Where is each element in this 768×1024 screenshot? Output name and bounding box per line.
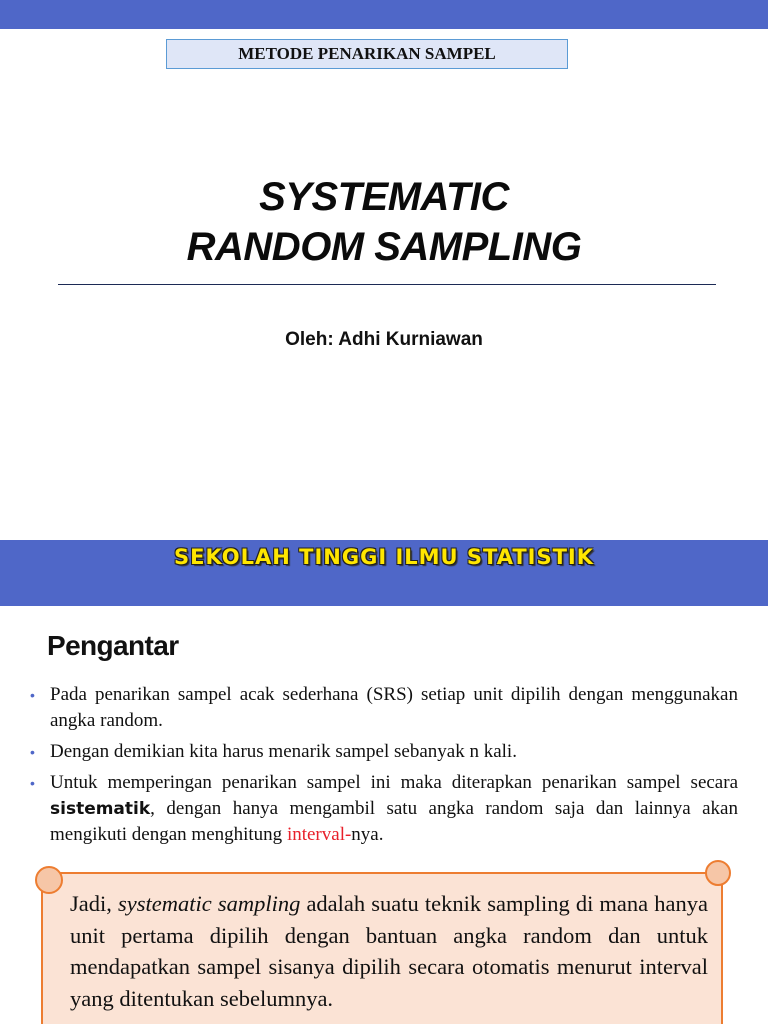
bullet-item xyxy=(30,739,738,765)
bullet-item xyxy=(30,770,738,848)
bullet-item xyxy=(30,682,738,734)
bullet-text-middle: , dengan hanya mengambil satu angka random saja dan lainnya akan mengikuti dengan menghitung xyxy=(50,798,738,845)
bullet-marker: • xyxy=(30,775,35,791)
bullet-text: Pada penarikan sampel acak sederhana (SRS) setiap unit dipilih dengan menggunakan angka random. xyxy=(50,684,738,731)
bullet-list xyxy=(30,682,738,853)
callout-italic-term: systematic sampling xyxy=(117,891,301,916)
bullet-text: Dengan demikian kita harus menarik sampel sebanyak n kali. xyxy=(50,741,517,762)
bullet-marker: • xyxy=(30,744,35,760)
title-line-1: SYSTEMATIC xyxy=(259,175,509,219)
slide-title xyxy=(0,172,768,272)
top-accent-bar xyxy=(0,0,768,29)
scroll-curl-left xyxy=(35,866,63,894)
section-heading: Pengantar xyxy=(47,630,179,661)
callout-text xyxy=(70,888,708,1014)
subject-label-box: METODE PENARIKAN SAMPEL xyxy=(166,39,568,69)
bullet-marker: • xyxy=(30,687,35,703)
intro-slide xyxy=(0,540,768,1024)
author-line: Oleh: Adhi Kurniawan xyxy=(285,329,483,350)
bullet-text-start: Untuk memperingan penarikan sampel ini maka diterapkan penarikan sampel secara xyxy=(50,772,738,793)
institution-band xyxy=(0,540,768,606)
title-divider xyxy=(58,284,716,285)
definition-callout xyxy=(35,860,735,1024)
highlighted-term: interval xyxy=(286,824,345,845)
scroll-curl-right xyxy=(705,860,731,886)
institution-name: SEKOLAH TINGGI ILMU STATISTIK xyxy=(173,545,595,569)
bold-term: sistematik xyxy=(50,799,151,819)
callout-text-end: adalah suatu teknik sampling di mana hanya unit pertama dipilih dengan bantuan angka random dan untuk mendapatkan sampel sisanya dipilih secara otomatis menurut interval yang ditentukan sebelumnya. xyxy=(70,891,708,1011)
callout-text-start: Jadi, xyxy=(70,891,118,916)
highlighted-dash: - xyxy=(344,824,352,845)
title-line-2: RANDOM SAMPLING xyxy=(186,225,582,269)
bullet-text-end: nya. xyxy=(351,824,384,845)
